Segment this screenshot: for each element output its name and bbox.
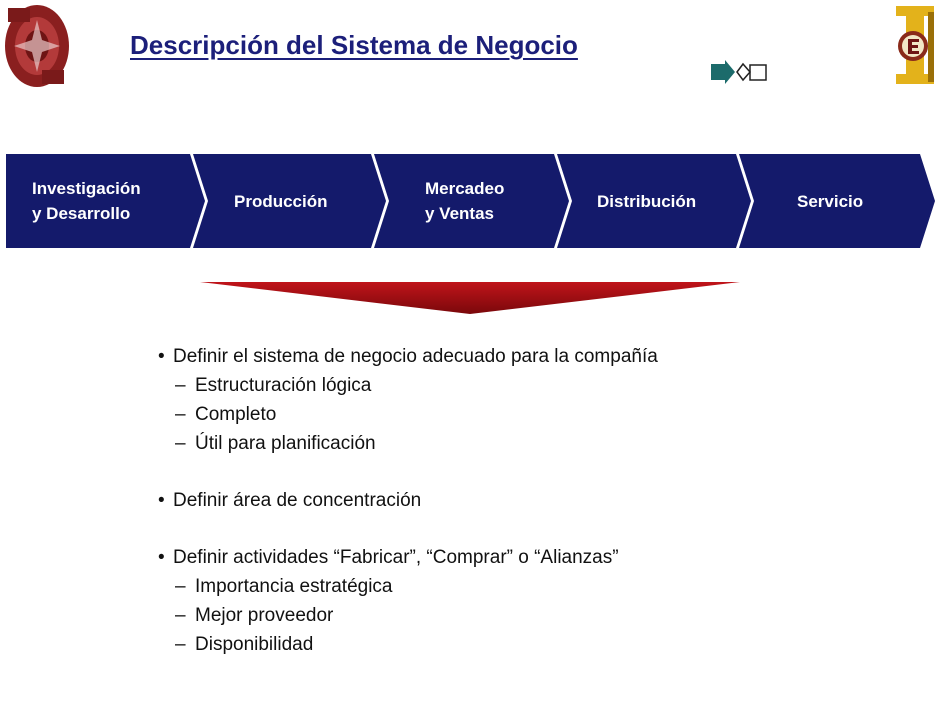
sub-bullet-text: Estructuración lógica — [195, 375, 372, 396]
dash-marker: – — [175, 433, 186, 454]
chain-label-mercadeo[interactable]: Mercadeo y Ventas — [425, 179, 505, 223]
bullet-marker: • — [158, 490, 165, 511]
dash-marker: – — [175, 634, 186, 655]
chain-label-servicio[interactable]: Servicio — [797, 192, 864, 211]
sub-bullet-item — [158, 601, 858, 630]
institution-seal-logo — [2, 2, 72, 90]
dash-marker: – — [175, 404, 186, 425]
sub-bullet-item — [158, 630, 858, 659]
bullet-text: Definir área de concentración — [173, 490, 422, 511]
sub-bullet-text: Mejor proveedor — [195, 605, 334, 626]
chain-label-distribucion[interactable]: Distribución — [597, 192, 697, 211]
school-e-logo — [892, 4, 938, 86]
bullet-item — [158, 342, 858, 371]
sub-bullet-text: Importancia estratégica — [195, 576, 393, 597]
funnel-arrow-shape — [200, 282, 740, 314]
chain-label-produccion[interactable]: Producción — [234, 192, 328, 211]
bullet-item — [158, 486, 858, 515]
bullet-list — [158, 342, 858, 659]
bullet-text: Definir actividades “Fabricar”, “Comprar” o “Alianzas” — [173, 547, 619, 568]
bullet-item — [158, 543, 858, 572]
sub-bullet-item — [158, 429, 858, 458]
navigation-arrow-icon[interactable] — [710, 60, 768, 84]
sub-bullet-item — [158, 572, 858, 601]
sub-bullet-text: Disponibilidad — [195, 634, 314, 655]
sub-bullet-text: Completo — [195, 404, 277, 425]
bullet-marker: • — [158, 547, 165, 568]
sub-bullet-text: Útil para planificación — [195, 433, 376, 454]
chain-label-investigacion[interactable]: Investigación y Desarrollo — [32, 179, 141, 223]
sub-bullet-item — [158, 400, 858, 429]
spacer — [158, 458, 858, 486]
dash-marker: – — [175, 375, 186, 396]
dash-marker: – — [175, 605, 186, 626]
bullet-text: Definir el sistema de negocio adecuado para la compañía — [173, 346, 658, 367]
page-title: Descripción del Sistema de Negocio — [130, 30, 578, 60]
bullet-marker: • — [158, 346, 165, 367]
spacer — [158, 515, 858, 543]
sub-bullet-item — [158, 371, 858, 400]
dash-marker: – — [175, 576, 186, 597]
